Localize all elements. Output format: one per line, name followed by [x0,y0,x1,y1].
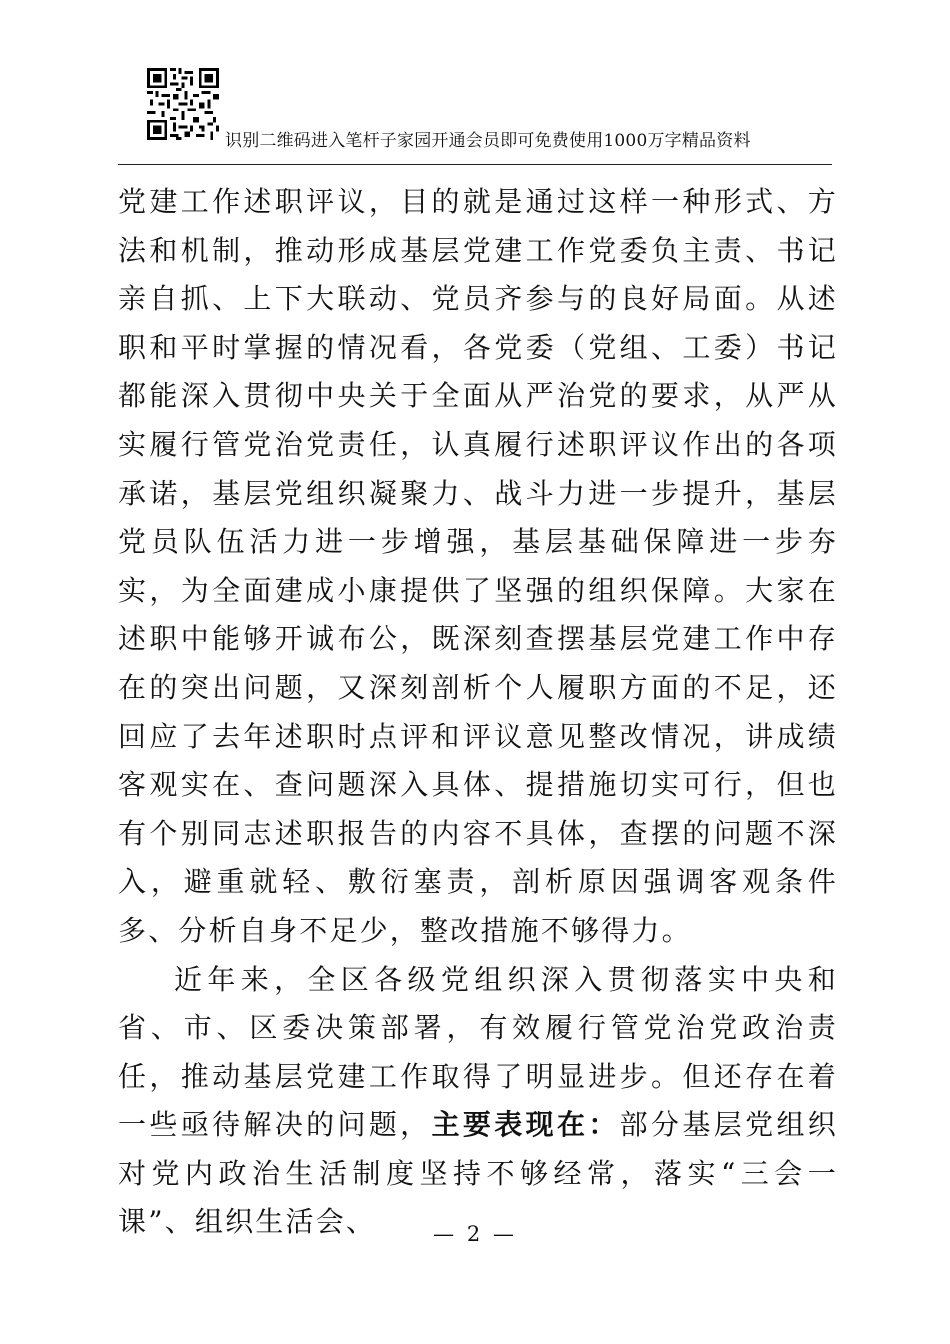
paragraph-2-text-a: 近年来，全区各级党组织深入贯彻落实中央和省、市、区委决策部署，有效履行管党治党政治责任，推动基层党建工作取得了明显进步。但还存在着一些亟待解决的问题， [118,962,838,1142]
paragraph-2 [118,956,838,1248]
paragraph-1: 党建工作述职评议，目的就是通过这样一种形式、方法和机制，推动形成基层党建工作党委负主责、书记亲自抓、上下大联动、党员齐参与的良好局面。从述职和平时掌握的情况看，各党委（党组、工委）书记都能深入贯彻中央关于全面从严治党的要求，从严从实履行管党治党责任，认真履行述职评议作出的各项承诺，基层党组织凝聚力、战斗力进一步提升，基层党员队伍活力进一步增强，基层基础保障进一步夯实，为全面建成小康提供了坚强的组织保障。大家在述职中能够开诚布公，既深刻查摆基层党建工作中存在的突出问题，又深刻剖析个人履职方面的不足，还回应了去年述职时点评和评议意见整改情况，讲成绩客观实在、查问题深入具体、提措施切实可行，但也有个别同志述职报告的内容不具体，查摆的问题不深入，避重就轻、敷衍塞责，剖析原因强调客观条件多、分析自身不足少，整改措施不够得力。 [118,185,838,947]
header-divider [118,164,832,165]
page-number: — 2 — [433,1222,517,1246]
qr-code-icon [147,68,219,140]
document-body [118,178,838,1247]
page-header [118,68,832,168]
header-promo-text: 识别二维码进入笔杆子家园开通会员即可免费使用1000万字精品资料 [225,131,751,151]
paragraph-2-text-b: 部分基层党组织对党内政治生活制度坚持不够经常，落实“三会一课”、组织生活会、 [118,1108,838,1239]
paragraph-2-bold-lead: 主要表现在： [431,1108,620,1142]
